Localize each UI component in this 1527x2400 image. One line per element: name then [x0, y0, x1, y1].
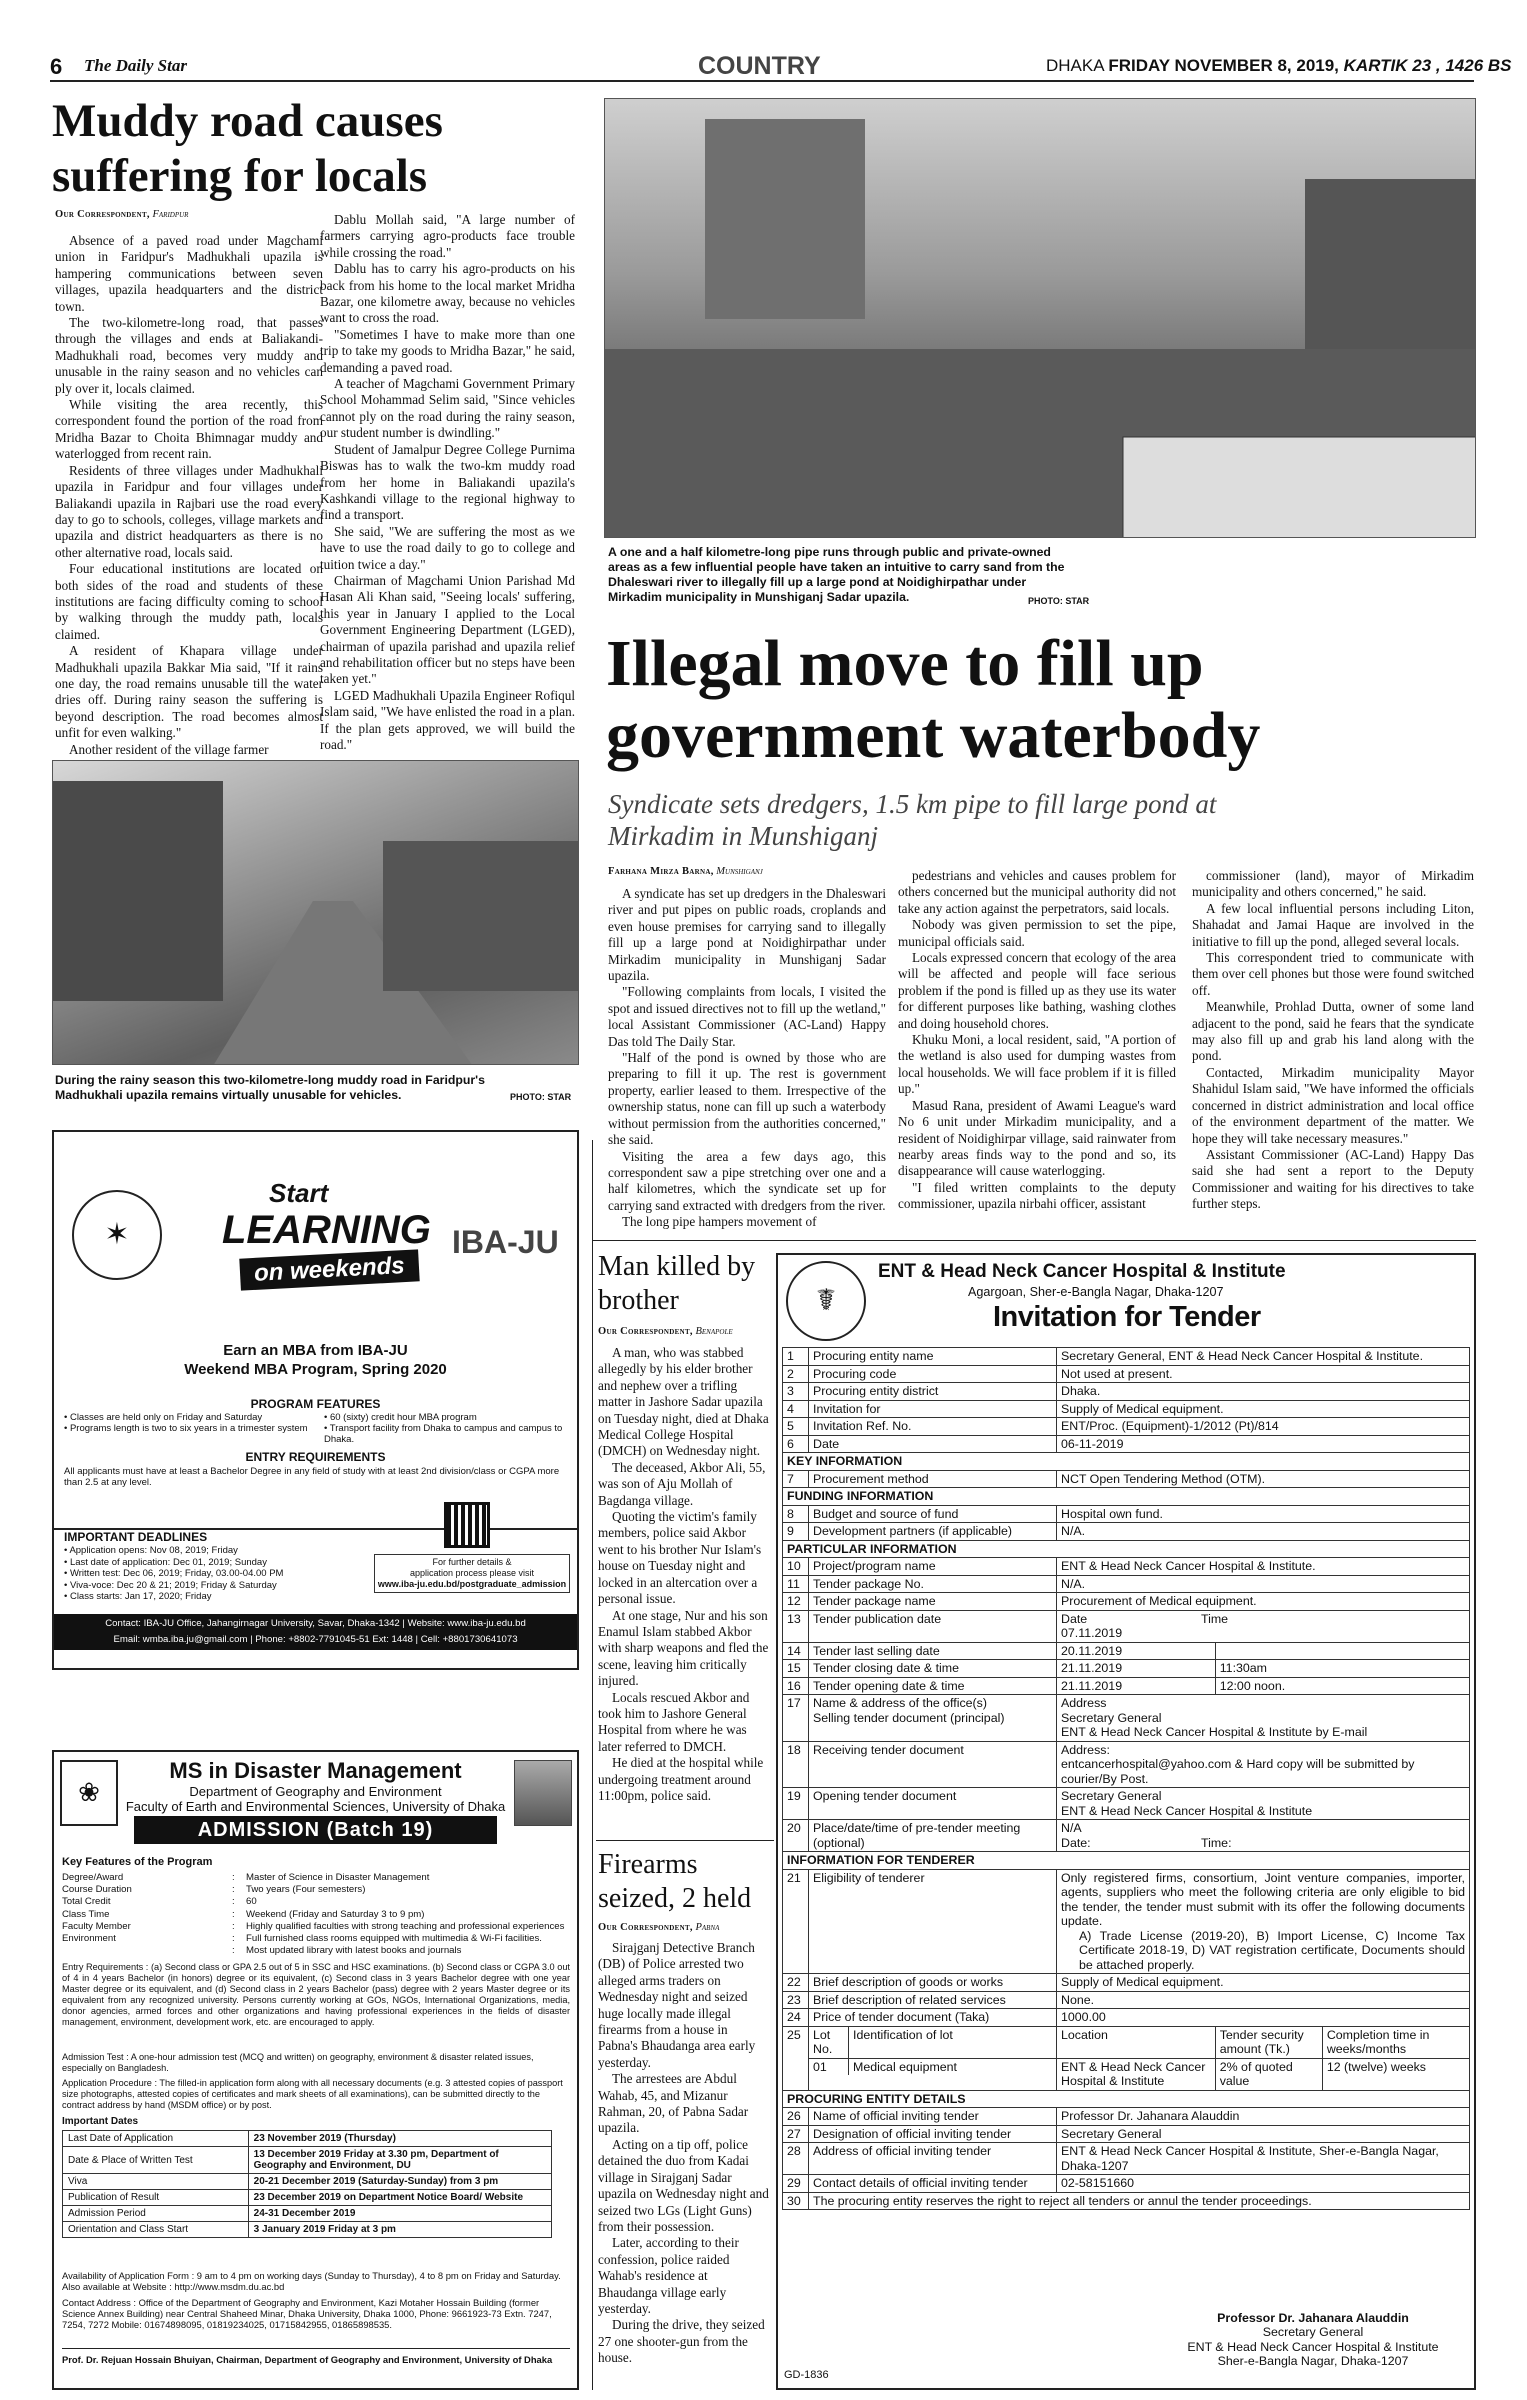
dateline — [1046, 56, 1512, 76]
feature-row: Degree/Award : Master of Science in Disaster Management — [62, 1872, 430, 1883]
waterbody-para: Nobody was given permission to set the pipe, municipal officials said. — [898, 917, 1176, 949]
waterbody-para: "Half of the pond is owned by those who are preparing to fill it up. The rest is government property, earlier leased to them. Irrespective of the ownership status, none can fill up such a waterbody without permission from the authorities concerned," she said. — [608, 1050, 886, 1148]
lot-header-row: 25 Lot No. Identification of lot Location Tender security amount (Tk.) Completion time in weeks/months — [783, 2026, 1470, 2058]
col-rule-left — [592, 1140, 593, 2390]
availability: Availability of Application Form : 9 am to 4 pm on working days (Sunday to Thursday), 4 to 8 pm on Friday and Saturday. Also available at Website : http://www.msdm.du.ac.bd — [62, 2270, 561, 2292]
tender-row: 17 Name & address of the office(s) Selling tender document (principal) Address Secretary General ENT & Head Neck Cancer Hospital & Institute by E-mail — [783, 1695, 1470, 1742]
feature-key: Course Duration — [62, 1884, 132, 1896]
qr-code-icon — [444, 1502, 490, 1548]
tender-table — [782, 1347, 1470, 2210]
feature-key: Class Time — [62, 1908, 110, 1920]
feature-value: Two years (Four semesters) — [246, 1884, 366, 1896]
muddy-photo-credit: PHOTO: STAR — [510, 1092, 572, 1102]
man-killed-para: Quoting the victim's family members, police said Akbor went to his brother Nur Islam's house on Tuesday night and locked in an altercation over a personal issue. — [598, 1509, 762, 1607]
msdm-ad — [52, 1750, 579, 2390]
tender-row: 1 Procuring entity name Secretary General, ENT & Head Neck Cancer Hospital & Institute. — [783, 1348, 1470, 1366]
tender-address: Agargoan, Sher-e-Bangla Nagar, Dhaka-1207 — [968, 1285, 1224, 1299]
iba-ju-brand: IBA-JU — [452, 1224, 559, 1260]
waterbody-para: A syndicate has set up dredgers in the Dhaleswari river and put pipes on public roads, croplands and even house premises for carrying sand to illegally fill up a large pond at Noidighirpathar under Mirkadim municipality in Munshiganj Sadar upazila. — [608, 886, 886, 984]
pipe-photo-caption: A one and a half kilometre-long pipe runs through public and private-owned areas as a few influential people have taken an intuitive to carry sand from the Dhaleswari river to illegally fill up a large pond at Noidighirpathar under Mirkadim municipality in Munshiganj Sadar upazila. — [608, 545, 1065, 604]
muddy-photo-caption: During the rainy season this two-kilometre-long muddy road in Faridpur's Madhukhali upazila remains virtually unusable for vehicles. — [55, 1073, 485, 1102]
waterbody-para: "I filed written complaints to the deputy commissioner, upazila nirbahi officer, assistant — [898, 1179, 1176, 1212]
tender-row: 28 Address of official inviting tender ENT & Head Neck Cancer Hospital & Institute, Sher-e-Bangla Nagar, Dhaka-1207 — [783, 2143, 1470, 2175]
lot-row: 01 Medical equipment ENT & Head Neck Cancer Hospital & Institute 2% of quoted value 12 (twelve) weeks — [783, 2058, 1470, 2090]
mba-line-1: Earn an MBA from IBA-JU — [223, 1342, 408, 1359]
admission-test: Admission Test : A one-hour admission test (MCQ and written) on geography, environment & disaster related issues, especially on Bangladesh. — [62, 2052, 534, 2073]
tender-row: 30 The procuring entity reserves the right to reject all tenders or annul the tender proceedings. — [783, 2192, 1470, 2210]
tender-section: FUNDING INFORMATION — [783, 1488, 1470, 1506]
tender-row: 10 Project/program name ENT & Head Neck Cancer Hospital & Institute. — [783, 1558, 1470, 1576]
feature-row: Total Credit : 60 — [62, 1896, 257, 1908]
msdm-contact: Contact Address : Office of the Department of Geography and Environment, Kazi Motaher Hossain Building (former Science Annex Building) near Central Shaheed Minar, Dhaka University, Dhaka 1000, Phone: 9661923-73 Extn. 7247, 7254, 7272 Mobile: 01674898095, 01819234025, 01715842955, 01865898535. — [62, 2297, 552, 2330]
msdm-rule — [62, 2348, 570, 2349]
tender-section: PARTICULAR INFORMATION — [783, 1540, 1470, 1558]
tender-row: 19 Opening tender document Secretary General ENT & Head Neck Cancer Hospital & Institute — [783, 1788, 1470, 1820]
tender-row: 26 Name of official inviting tender Professor Dr. Jahanara Alauddin — [783, 2108, 1470, 2126]
waterbody-para: The long pipe hampers movement of — [622, 1214, 817, 1230]
tender-row: 12 Tender package name Procurement of Medical equipment. — [783, 1593, 1470, 1611]
muddy-para: Another resident of the village farmer — [69, 741, 269, 757]
tender-row: 4 Invitation for Supply of Medical equipment. — [783, 1400, 1470, 1418]
dateline-city: DHAKA — [1046, 56, 1104, 75]
firearms-para: The arrestees are Abdul Wahab, 45, and Mizanur Rahman, 20, of Pabna Sadar upazila. — [598, 2071, 749, 2136]
tender-notice — [776, 1253, 1476, 2390]
muddy-byline-place: Faridpur — [152, 209, 189, 220]
muddy-para: While visiting the area recently, this correspondent found the portion of the road from Mridha Bazar to Choita Bhimnagar muddy and waterlogged from recent rain. — [55, 397, 323, 462]
waterbody-para: This correspondent tried to communicate with them over cell phones but those were found switched off. — [1192, 950, 1474, 998]
muddy-para: A resident of Khapara village under Madhukhali upazila Bakkar Mia said, "If it rains one day, the road remains unusable till the water dries off. During rainy season the suffering is beyond description. The road becomes almost unfit for even walking." — [55, 643, 323, 741]
entry-text: All applicants must have at least a Bachelor Degree in any field of study with at least 2nd division/class or CGPA more than 2.5 at any level. — [64, 1466, 560, 1488]
man-killed-byline-author: Our Correspondent, — [598, 1326, 693, 1337]
muddy-para: The two-kilometre-long road, that passes through the villages and ends at Baliakandi-Madhukhali road, becomes very muddy and unusable in the rainy season and no vehicles can ply over it, locals claimed. — [55, 315, 323, 396]
waterbody-para: Assistant Commissioner (AC-Land) Happy Das said she had sent a report to the Deputy Commissioner and waiting for his directives to take further steps. — [1192, 1146, 1474, 1212]
du-seal-icon: ✶ — [72, 1190, 162, 1280]
signature-name: Professor Dr. Jahanara Alauddin — [1217, 2311, 1409, 2325]
feature-value: 60 — [246, 1896, 257, 1908]
feature-3: • 60 (sixty) credit hour MBA program — [324, 1412, 477, 1423]
feature-key: Environment — [62, 1933, 116, 1945]
tender-signature — [1158, 2311, 1468, 2369]
feature-key: Degree/Award — [62, 1872, 124, 1883]
man-killed-byline — [598, 1326, 778, 1337]
muddy-para: Four educational institutions are located on both sides of the road and students of these institutions are facing difficulty coming to school by walking through the muddy path, locals claimed. — [55, 561, 323, 642]
feature-value: Master of Science in Disaster Management — [246, 1872, 430, 1883]
firearms-byline — [598, 1922, 778, 1933]
tender-row: 2 Procuring code Not used at present. — [783, 1365, 1470, 1383]
feature-row: Course Duration : Two years (Four semesters) — [62, 1884, 366, 1896]
muddy-headline: Muddy road causes suffering for locals — [52, 95, 443, 202]
date-row: Orientation and Class Start 3 January 2019 Friday at 3 pm — [63, 2222, 552, 2238]
muddy-para: LGED Madhukhali Upazila Engineer Rofiqul Islam said, "We have enlisted the road in a plan. If the plan gets approved, we will build the road." — [320, 687, 575, 752]
tender-row: 16 Tender opening date & time 21.11.2019 12:00 noon. — [783, 1677, 1470, 1695]
tender-row: 3 Procuring entity district Dhaka. — [783, 1383, 1470, 1401]
pipe-photo — [604, 98, 1476, 538]
tender-row: 23 Brief description of related services None. — [783, 1991, 1470, 2009]
gd-number: GD-1836 — [784, 2369, 829, 2381]
man-killed-para: A man, who was stabbed allegedly by his elder brother and nephew over a trifling matter in Jashore Sadar upazila on Tuesday night, died at Dhaka Medical College Hospital (DMCH) on Wednesday night. — [598, 1345, 769, 1459]
waterbody-byline-author: Farhana Mirza Barna, — [608, 866, 714, 877]
muddy-para: Dablu Mollah said, "A large number of farmers carrying agro-products face trouble while crossing the road." — [320, 212, 575, 260]
mba-line-2: Weekend MBA Program, Spring 2020 — [184, 1361, 447, 1378]
feature-row: Class Time : Weekend (Friday and Saturday 3 to 9 pm) — [62, 1908, 425, 1920]
learning-label: LEARNING — [222, 1208, 431, 1252]
feature-row: Environment : Full furnished class rooms equipped with multimedia & Wi-Fi facilities. — [62, 1933, 542, 1945]
application-procedure: Application Procedure : The filled-in application form along with all necessary documents (e.g. 3 attested copies of passport size photographs, attested copies of certificates and mark sheets of all examinations), can be submitted directly to the contract address by hand (MSDM office) or by post. — [62, 2078, 563, 2110]
msdm-title: MS in Disaster Management — [169, 1758, 462, 1783]
iba-contact-2: Email: wmba.iba.ju@gmail.com | Phone: +8802-7791045-51 Ext: 1448 | Cell: +8801730641073 — [113, 1634, 518, 1645]
tender-row: 22 Brief description of goods or works Supply of Medical equipment. — [783, 1974, 1470, 1992]
iba-contact-1: Contact: IBA-JU Office, Jahangirnagar University, Savar, Dhaka-1342 | Website: www.iba-ju.edu.bd — [105, 1618, 526, 1629]
feature-value: Full furnished class rooms equipped with multimedia & Wi-Fi facilities. — [246, 1933, 542, 1945]
page-header — [50, 52, 1512, 82]
waterbody-para: Khuku Moni, a local resident, said, "A portion of the wetland is also used for dumping wastes from local households. We will face problem if it is filled up." — [898, 1032, 1176, 1097]
paper-name: The Daily Star — [84, 56, 187, 75]
feature-row: : Most updated library with latest books and journals — [62, 1945, 572, 1957]
features-title: PROGRAM FEATURES — [250, 1397, 381, 1411]
man-killed-para: The deceased, Akbor Ali, 55, was son of Aju Mollah of Bagdanga village. — [598, 1459, 766, 1508]
feature-2: • Programs length is two to six years in a trimester system — [64, 1423, 308, 1434]
date-row: Viva 20-21 December 2019 (Saturday-Sunday) from 3 pm — [63, 2174, 552, 2190]
waterbody-para: commissioner (land), mayor of Mirkadim municipality and others concerned," he said. — [1192, 868, 1474, 900]
tender-row: 11 Tender package No. N/A. — [783, 1575, 1470, 1593]
dateline-date: FRIDAY NOVEMBER 8, 2019, — [1108, 56, 1339, 75]
muddy-byline — [55, 209, 325, 220]
waterbody-para: A few local influential persons including Liton, Shahadat and Jamai Haque are involved in the initiative to fill up the pond, alleged several locals. — [1192, 900, 1474, 949]
firearms-byline-author: Our Correspondent, — [598, 1922, 693, 1933]
iba-ju-ad — [52, 1130, 579, 1530]
tender-section: INFORMATION FOR TENDERER — [783, 1852, 1470, 1870]
waterbody-para: "Following complaints from locals, I visited the spot and issued directives not to fill up the wetland," local Assistant Commissioner (AC-Land) Happy Das told The Daily Star. — [608, 984, 886, 1049]
feature-value: Most updated library with latest books and journals — [246, 1945, 462, 1957]
feature-value: Highly qualified faculties with strong teaching and professional experiences — [246, 1920, 565, 1932]
firearms-para: During the drive, they seized 27 one shooter-gun from the house. — [598, 2317, 765, 2366]
dateline-bangla: KARTIK 23 , 1426 BS — [1343, 56, 1512, 75]
tender-row: 24 Price of tender document (Taka) 1000.00 — [783, 2009, 1470, 2027]
tender-section: PROCURING ENTITY DETAILS — [783, 2090, 1470, 2108]
feature-4: • Transport facility from Dhaka to campus and campus to Dhaka. — [324, 1423, 563, 1445]
header-rule — [50, 80, 1474, 82]
tender-row: 15 Tender closing date & time 21.11.2019 11:30am — [783, 1660, 1470, 1678]
signature-address: Sher-e-Bangla Nagar, Dhaka-1207 — [1217, 2354, 1409, 2369]
waterbody-col-3 — [1192, 868, 1474, 1213]
tender-row: 21 Eligibility of tenderer Only registered firms, consortium, Joint venture companies, importer, agents, suppliers who meet the following criteria are only eligible to bid the tender, the tender must submit with its offer the following documents update. A) Trade License (2019-20), B) Import License, C) Income Tax Certificate 2018-19, D) VAT registration certificate, Documents should be attached properly. — [783, 1869, 1470, 1974]
key-features-title: Key Features of the Program — [62, 1856, 213, 1868]
muddy-para: Chairman of Magchami Union Parishad Md Hasan Ali Khan said, "Seeing locals' suffering, this year in January I applied to the Local Government Engineering Department (LGED), chairman of upazila parishad and upazila relief and rehabilitation officer but no steps have been taken yet." — [320, 572, 575, 687]
muddy-para: Absence of a paved road under Magchami union in Faridpur's Madhukhali upazila is hampering communications between seven villages, upazila headquarters and the district town. — [55, 233, 323, 314]
admission-banner: ADMISSION (Batch 19) — [134, 1816, 497, 1844]
deadlines-title: IMPORTANT DEADLINES — [64, 1530, 208, 1544]
msdm-faculty: Faculty of Earth and Environmental Sciences, University of Dhaka — [125, 1799, 506, 1814]
firearms-headline: Firearms seized, 2 held — [598, 1849, 752, 1914]
deadline-item: • Application opens: Nov 08, 2019; Friday — [64, 1545, 238, 1556]
firearms-para: Later, according to their confession, police raided Wahab's residence at Bhaudanga village early yesterday. — [598, 2235, 739, 2316]
waterbody-para: Masud Rana, president of Awami League's ward No 6 unit under Mirkadim municipality, and a resident of Noidighirpar village, said rainwater from nearby areas finds way to the pond and so, its disappearance will cause waterlogging. — [898, 1097, 1176, 1179]
signature-title: Secretary General — [1262, 2325, 1364, 2340]
feature-key: Total Credit — [62, 1896, 111, 1908]
section-name: COUNTRY — [698, 52, 821, 80]
date-row: Admission Period 24-31 December 2019 — [63, 2206, 552, 2222]
msdm-dept: Department of Geography and Environment — [189, 1784, 442, 1799]
tender-title: Invitation for Tender — [993, 1301, 1261, 1333]
tender-section: KEY INFORMATION — [783, 1453, 1470, 1471]
deadline-item: • Last date of application: Dec 01, 2019; Sunday — [64, 1556, 267, 1568]
start-label: Start — [269, 1178, 329, 1208]
tender-row: 27 Designation of official inviting tender Secretary General — [783, 2125, 1470, 2143]
deadline-item: • Class starts: Jan 17, 2020; Friday — [64, 1591, 212, 1602]
entry-title: ENTRY REQUIREMENTS — [245, 1450, 386, 1464]
man-killed-headline: Man killed by brother — [598, 1251, 756, 1316]
details-url[interactable]: www.iba-ju.edu.bd/postgraduate_admission — [377, 1579, 567, 1589]
man-killed-para: He died at the hospital while undergoing treatment around 11:00pm, police said. — [598, 1755, 764, 1803]
firearms-para: Acting on a tip off, police detained the duo from Kadai village in Sirajganj Sadar upazila on Wednesday night and seized two LGs (Light Guns) from their possession. — [598, 2136, 769, 2234]
waterbody-col-2 — [898, 868, 1176, 1213]
tender-row: 18 Receiving tender document Address: entcancerhospital@yahoo.com & Hard copy will be submitted by courier/By Post. — [783, 1741, 1470, 1788]
date-row: Publication of Result 23 December 2019 on Department Notice Board/ Website — [63, 2190, 552, 2206]
feature-key — [62, 1945, 232, 1957]
waterbody-para: Locals expressed concern that ecology of the area will be affected and people will face serious problem if the pond is filled up as they use its water for different purposes like bathing, washing clothes and doing household chores. — [898, 950, 1176, 1031]
important-dates-table — [62, 2130, 572, 2238]
tender-row: 20 Place/date/time of pre-tender meeting (optional) N/A Date: Time: — [783, 1820, 1470, 1852]
tender-row: 7 Procurement method NCT Open Tendering Method (OTM). — [783, 1470, 1470, 1488]
waterbody-para: Meanwhile, Prohlad Dutta, owner of some land adjacent to the pond, said he fears that the syndicate may also fill up and grab his land along with the pond. — [1192, 999, 1474, 1064]
important-dates-title: Important Dates — [62, 2116, 139, 2127]
man-killed-byline-place: Benapole — [695, 1326, 733, 1337]
muddy-para: Student of Jamalpur Degree College Purnima Biswas has to walk the two-km muddy road from her home in Baliakandi upazila's Kashkandi village to the regional highway to find a transport. — [320, 441, 575, 523]
muddy-col-1 — [55, 233, 323, 758]
tender-row: 14 Tender last selling date 20.11.2019 — [783, 1642, 1470, 1660]
man-killed-para: At one stage, Nur and his son Enamul Islam stabbed Akbor with sharp weapons and fled the scene, leaving him critically injured. — [598, 1607, 769, 1689]
iba-ju-ad-lower — [52, 1530, 579, 1670]
firearms-body — [598, 1940, 770, 2367]
msdm-chairman: Prof. Dr. Rejuan Hossain Bhuiyan, Chairman, Department of Geography and Environment, University of Dhaka — [62, 2354, 553, 2365]
feature-key: Faculty Member — [62, 1920, 131, 1932]
waterbody-byline-place: Munshiganj — [716, 866, 763, 877]
deadline-item: • Viva-voce: Dec 20 & 21; 2019; Friday & Saturday — [64, 1579, 277, 1591]
tender-row: 13 Tender publication date Date Time 07.11.2019 — [783, 1610, 1470, 1642]
details-line-2: application process please visit — [409, 1568, 535, 1578]
details-box — [374, 1554, 570, 1593]
du-logo-icon: ❀ — [60, 1760, 118, 1826]
story-divider — [596, 1840, 774, 1841]
deadline-item: • Written test: Dec 06, 2019; Friday, 03.00-04.00 PM — [64, 1568, 284, 1579]
pipe-photo-credit: PHOTO: STAR — [1028, 596, 1090, 606]
hospital-logo-icon: ☤ — [786, 1261, 866, 1341]
waterbody-para: Visiting the area a few days ago, this correspondent saw a pipe stretching over one and a half kilometres, which the syndicate set up for carrying sand extracted with dredgers from the river. — [608, 1148, 886, 1213]
tender-row: 29 Contact details of official inviting tender 02-58151660 — [783, 2175, 1470, 2193]
tender-org: ENT & Head Neck Cancer Hospital & Institute — [878, 1261, 1286, 1282]
man-killed-para: Locals rescued Akbor and took him to Jashore General Hospital from where he was later referred to DMCH. — [598, 1689, 750, 1754]
iba-contact-bar — [54, 1614, 577, 1650]
feature-row: Faculty Member : Highly qualified faculties with strong teaching and professional experiences — [62, 1920, 565, 1932]
key-features-list — [62, 1872, 572, 1957]
waterbody-col-1 — [608, 886, 886, 1231]
date-row: Date & Place of Written Test 13 December 2019 Friday at 3.30 pm, Department of Geography and Environment, DU — [63, 2147, 552, 2174]
waterbody-subhead: Syndicate sets dredgers, 1.5 km pipe to fill large pond at Mirkadim in Munshiganj — [608, 789, 1217, 851]
muddy-col-2 — [320, 212, 575, 753]
muddy-para: She said, "We are suffering the most as we have to use the road daily to go to college and tuition twice a day." — [320, 523, 575, 572]
tender-row: 9 Development partners (if applicable) N/A. — [783, 1523, 1470, 1541]
deadlines-list — [64, 1545, 364, 1603]
muddy-para: Residents of three villages under Madhukhali upazila in Faridpur and four villages under Baliakandi upazila in Rajbari use the road every day to go to schools, colleges, village markets and upazila and district headquarters as there is no other alternative road, locals said. — [55, 462, 323, 560]
tender-row: 8 Budget and source of fund Hospital own fund. — [783, 1505, 1470, 1523]
firearms-byline-place: Pabna — [695, 1922, 720, 1933]
muddy-para: A teacher of Magchami Government Primary School Mohammad Selim said, "Since vehicles cannot ply on the road during the rainy season, our student number is dwindling." — [320, 376, 575, 441]
muddy-road-illustration — [53, 761, 579, 1065]
waterbody-para: pedestrians and vehicles and causes problem for others concerned but the municipal authority did not take any action against the perpetrators, said locals. — [898, 868, 1176, 916]
details-line-1: For further details & — [432, 1557, 512, 1567]
muddy-road-photo — [52, 760, 579, 1065]
signature-org: ENT & Head Neck Cancer Hospital & Institute — [1187, 2339, 1439, 2354]
page-number: 6 — [50, 54, 63, 79]
weekends-label: on weekends — [239, 1249, 419, 1290]
muddy-byline-author: Our Correspondent, — [55, 209, 150, 220]
man-killed-body — [598, 1345, 770, 1804]
waterbody-headline: Illegal move to fill up government waterbody — [606, 627, 1261, 772]
muddy-para: Dablu has to carry his agro-products on his back from his home to the local market Mridha Bazar, one kilometre away, because no vehicles want to cross the road. — [320, 261, 575, 326]
tender-row: 6 Date 06-11-2019 — [783, 1435, 1470, 1453]
pipe-illustration — [605, 99, 1476, 538]
waterbody-para: Contacted, Mirkadim municipality Mayor Shahidul Islam said, "We have informed the officials concerned in district administration and local office of the environment department of the matter. We hope they will take necessary measures." — [1192, 1064, 1474, 1146]
tender-row: 5 Invitation Ref. No. ENT/Proc. (Equipment)-1/2012 (Pt)/814 — [783, 1418, 1470, 1436]
feature-1: • Classes are held only on Friday and Saturday — [64, 1412, 263, 1423]
firearms-para: Sirajganj Detective Branch (DB) of Police arrested two alleged arms traders on Wednesday night and seized huge locally made illegal firearms from a house in Pabna's Bhaudanga area early yesterday. — [598, 1940, 756, 2070]
feature-value: Weekend (Friday and Saturday 3 to 9 pm) — [246, 1908, 425, 1920]
top-rule-right — [592, 1240, 1476, 1241]
date-row: Last Date of Application 23 November 2019 (Thursday) — [63, 2131, 552, 2147]
entry-requirements: Entry Requirements : (a) Second class or GPA 2.5 out of 5 in SSC and HSC examinations. (b) Second class or CGPA 3.0 out of 4 in 4 years Bachelor (in honors) degree or its equivalent, (c) Second class in 3 years Bachelor degree with one year Master degree or its equivalent, and (d) Second class in 2 years Bachelor (pass) degree with 2 years Master degree or its equivalent from any recognized university. Persons currently working at GOs, NGOs, International Organizations, media, donor agencies, armed forces and other organizations and having professional experiences in the fields of disaster management, environment, development work, etc. are encouraged to apply. — [62, 1962, 570, 2027]
muddy-para: "Sometimes I have to make more than one trip to take my goods to Mridha Bazar," he said, demanding a paved road. — [320, 326, 575, 375]
